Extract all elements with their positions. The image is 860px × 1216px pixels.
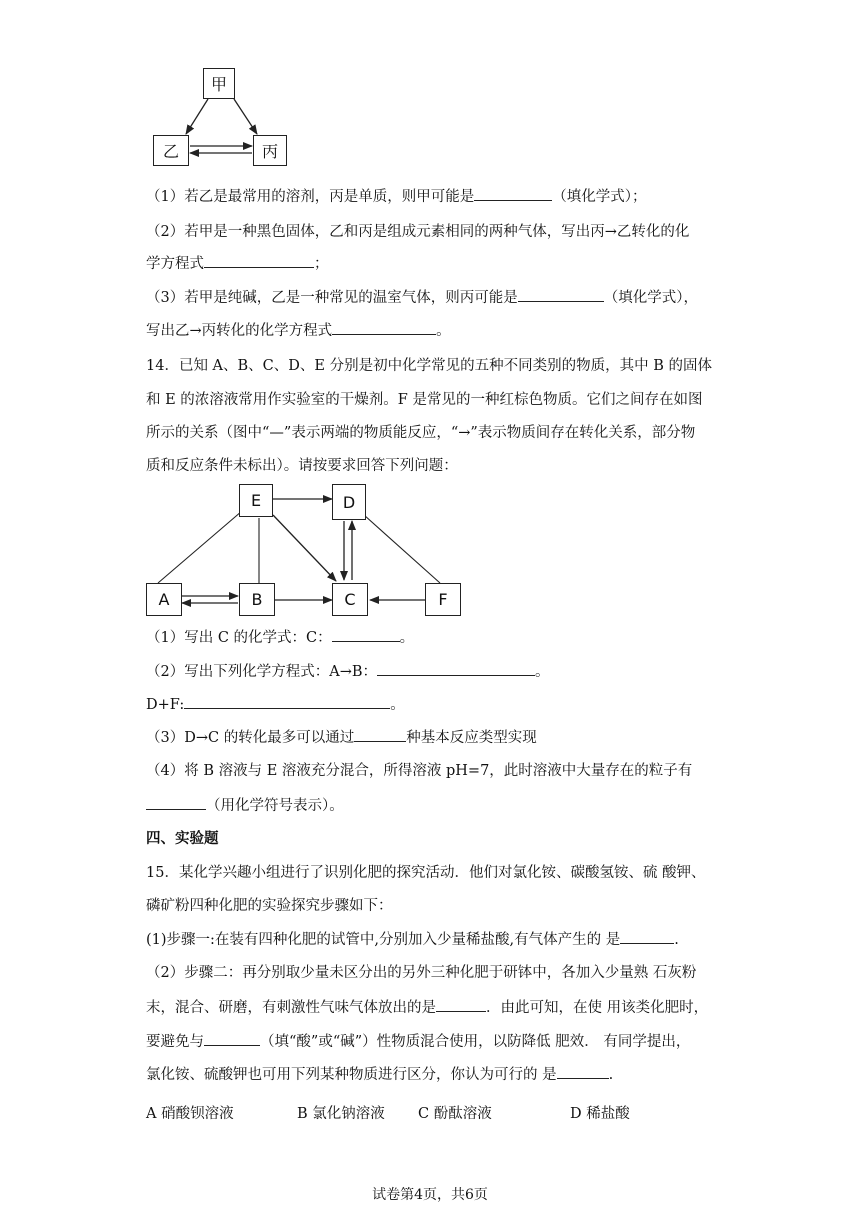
node-jia: 甲 bbox=[203, 68, 235, 99]
line-d-f bbox=[364, 515, 440, 583]
q14-sub4: （4）将 B 溶液与 E 溶液充分混合，所得溶液 pH=7，此时溶液中大量存在的粒子有 bbox=[146, 763, 693, 779]
q15-line4: （2）步骤二：再分别取少量未区分出的另外三种化肥于研钵中，各加入少量熟 石灰粉 bbox=[146, 965, 697, 981]
q14-sub1: （1）写出 C 的化学式：C： 。 bbox=[146, 627, 414, 648]
q13-part3a: （3）若甲是纯碱，乙是一种常见的温室气体，则丙可能是 （填化学式）， bbox=[146, 287, 698, 308]
option-c: C 酚酞溶液 bbox=[418, 1106, 492, 1122]
q15-line2: 磷矿粉四种化肥的实验探究步骤如下： bbox=[146, 898, 393, 914]
q14-line2: 和 E 的浓溶液常用作实验室的干燥剂。F 是常见的一种红棕色物质。它们之间存在如图 bbox=[146, 392, 703, 408]
node-f: F bbox=[425, 583, 461, 616]
q14-sub2b: D+F: 。 bbox=[146, 694, 405, 715]
node-bing: 丙 bbox=[253, 135, 287, 166]
q14-sub4b: （用化学符号表示）。 bbox=[146, 795, 344, 816]
option-b: B 氯化钠溶液 bbox=[297, 1106, 385, 1122]
arrow-e-c bbox=[273, 515, 336, 581]
q15-line7: 氯化铵、硫酸钾也可用下列某种物质进行区分，你认为可行的 是 . bbox=[146, 1064, 613, 1085]
line-e-a bbox=[158, 511, 242, 583]
section-heading: 四、实验题 bbox=[146, 830, 219, 847]
q15-line5: 末，混合、研磨，有刺激性气味气体放出的是 ．由此可知，在使 用该类化肥时， bbox=[146, 997, 708, 1018]
q14-sub3: （3）D→C 的转化最多可以通过 种基本反应类型实现 bbox=[146, 727, 537, 748]
option-d: D 稀盐酸 bbox=[570, 1106, 630, 1122]
page-footer: 试卷第4页，共6页 bbox=[372, 1187, 488, 1203]
node-d: D bbox=[332, 484, 366, 520]
q13-part2a: （2）若甲是一种黑色固体，乙和丙是组成元素相同的两种气体，写出丙→乙转化的化 bbox=[146, 224, 690, 240]
q13-part3b: 写出乙→丙转化的化学方程式 。 bbox=[146, 320, 451, 341]
q14-line3: 所示的关系（图中“—”表示两端的物质能反应，“→”表示物质间存在转化关系，部分物 bbox=[146, 425, 696, 441]
arrow-jia-bing bbox=[234, 99, 257, 134]
q13-part1: （1）若乙是最常用的溶剂，丙是单质，则甲可能是 （填化学式）； bbox=[146, 186, 646, 207]
node-e: E bbox=[239, 484, 273, 517]
node-a: A bbox=[146, 583, 182, 616]
q15-line1: 15．某化学兴趣小组进行了识别化肥的探究活动．他们对氯化铵、碳酸氢铵、硫 酸钾、 bbox=[146, 865, 706, 881]
node-yi: 乙 bbox=[153, 135, 189, 166]
option-a: A 硝酸钡溶液 bbox=[146, 1106, 234, 1122]
q14-sub2: （2）写出下列化学方程式：A→B： 。 bbox=[146, 661, 550, 682]
node-c: C bbox=[332, 583, 368, 616]
q13-part2b: 学方程式 ； bbox=[146, 253, 329, 274]
q14-line4: 质和反应条件未标出）。请按要求回答下列问题： bbox=[146, 458, 458, 474]
q15-line3: (1)步骤一:在装有四种化肥的试管中,分别加入少量稀盐酸,有气体产生的 是 . bbox=[146, 929, 679, 950]
q15-line6: 要避免与 （填“酸”或“碱”）性物质混合使用，以防降低 肥效． 有同学提出， bbox=[146, 1031, 690, 1052]
arrow-jia-yi bbox=[186, 99, 208, 134]
q14-line1: 14．已知 A、B、C、D、E 分别是初中化学常见的五种不同类别的物质，其中 B 的固体 bbox=[146, 358, 712, 374]
node-b: B bbox=[239, 583, 275, 616]
